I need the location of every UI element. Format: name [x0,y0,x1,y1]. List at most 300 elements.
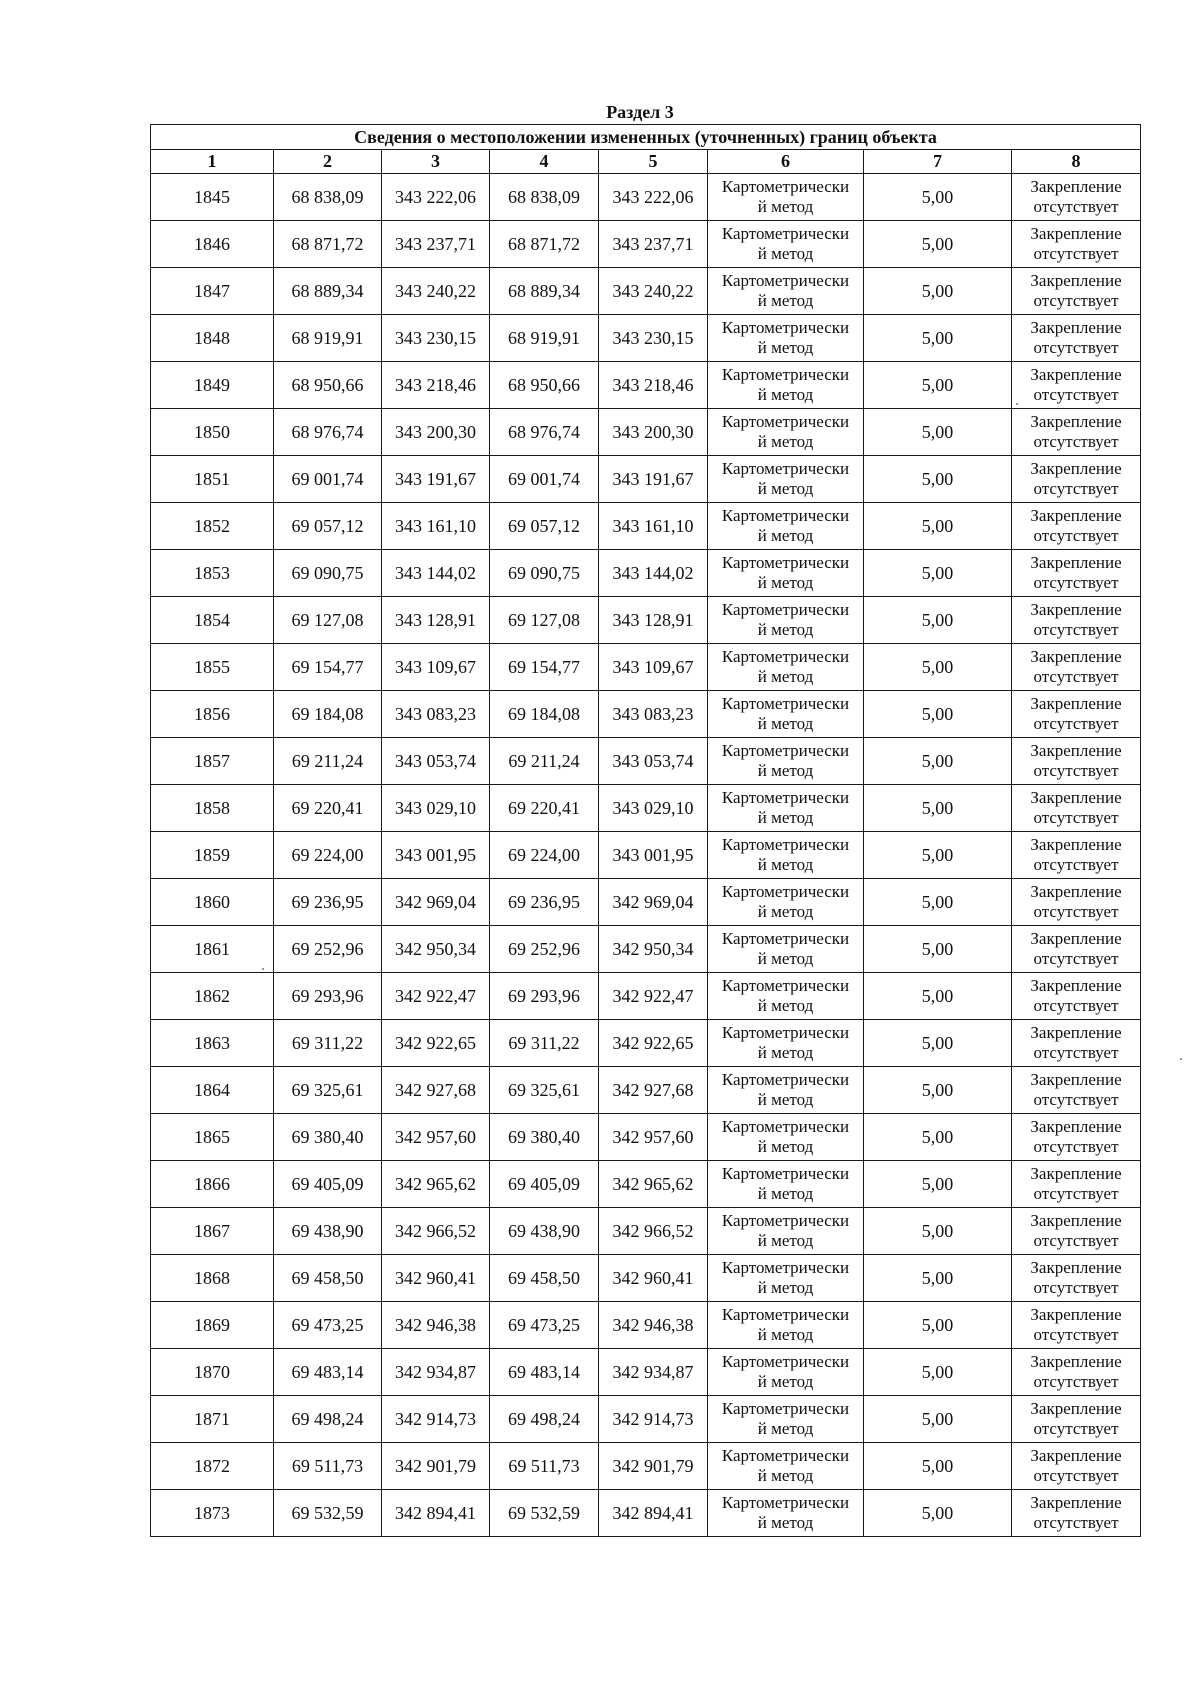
x-refined-cell: 68 871,72 [490,221,599,268]
table-row [151,597,1141,644]
table-row [151,1161,1141,1208]
accuracy-cell: 5,00 [864,362,1012,409]
table-row [151,174,1141,221]
method-line: й метод [757,1043,814,1062]
monument-cell [1012,1208,1141,1255]
monument-line: Закрепление [1030,271,1122,290]
point-number-cell: 1860 [151,879,274,926]
accuracy-cell: 5,00 [864,1114,1012,1161]
x-existing-cell: 68 838,09 [274,174,382,221]
table-row [151,268,1141,315]
x-refined-cell: 69 057,12 [490,503,599,550]
monument-line: Закрепление [1030,412,1122,431]
monument-line: отсутствует [1033,385,1119,404]
monument-line: Закрепление [1030,1258,1122,1277]
point-number-cell: 1870 [151,1349,274,1396]
monument-line: отсутствует [1033,338,1119,357]
method-cell [708,1396,864,1443]
table-row [151,409,1141,456]
column-header: 6 [708,150,864,174]
method-line: й метод [757,338,814,357]
y-refined-cell: 343 083,23 [599,691,708,738]
point-number-cell: 1852 [151,503,274,550]
x-existing-cell: 69 224,00 [274,832,382,879]
monument-line: Закрепление [1030,1211,1122,1230]
accuracy-cell: 5,00 [864,785,1012,832]
monument-line: Закрепление [1030,365,1122,384]
method-line: й метод [757,620,814,639]
method-line: Картометрически [721,1305,850,1324]
x-existing-cell: 68 976,74 [274,409,382,456]
monument-line: Закрепление [1030,1493,1122,1512]
method-cell [708,1349,864,1396]
method-line: й метод [757,526,814,545]
column-header-row [151,150,1141,174]
table-row [151,1349,1141,1396]
y-refined-cell: 342 950,34 [599,926,708,973]
y-refined-cell: 342 894,41 [599,1490,708,1537]
accuracy-cell: 5,00 [864,1396,1012,1443]
monument-line: Закрепление [1030,224,1122,243]
monument-line: отсутствует [1033,1325,1119,1344]
monument-line: Закрепление [1030,600,1122,619]
monument-cell [1012,1302,1141,1349]
point-number-cell: 1872 [151,1443,274,1490]
monument-line: отсутствует [1033,479,1119,498]
method-cell [708,268,864,315]
method-line: й метод [757,1090,814,1109]
point-number-cell: 1846 [151,221,274,268]
y-existing-cell: 343 230,15 [382,315,490,362]
monument-line: Закрепление [1030,1164,1122,1183]
y-refined-cell: 342 969,04 [599,879,708,926]
monument-line: Закрепление [1030,929,1122,948]
monument-line: Закрепление [1030,741,1122,760]
x-existing-cell: 69 154,77 [274,644,382,691]
method-line: Картометрически [721,506,850,525]
method-cell [708,409,864,456]
method-line: й метод [757,385,814,404]
monument-cell [1012,926,1141,973]
section-title: Раздел 3 [606,102,674,122]
method-cell [708,832,864,879]
y-existing-cell: 343 128,91 [382,597,490,644]
table-row [151,221,1141,268]
accuracy-cell: 5,00 [864,1302,1012,1349]
method-line: Картометрически [721,1211,850,1230]
x-refined-cell: 69 154,77 [490,644,599,691]
accuracy-cell: 5,00 [864,973,1012,1020]
y-existing-cell: 343 200,30 [382,409,490,456]
monument-line: отсутствует [1033,761,1119,780]
method-line: й метод [757,902,814,921]
monument-cell [1012,691,1141,738]
method-cell [708,597,864,644]
table-row [151,315,1141,362]
point-number-cell: 1868 [151,1255,274,1302]
method-line: й метод [757,244,814,263]
y-existing-cell: 342 966,52 [382,1208,490,1255]
y-existing-cell: 343 191,67 [382,456,490,503]
method-line: Картометрически [721,647,850,666]
x-existing-cell: 69 405,09 [274,1161,382,1208]
y-existing-cell: 342 922,47 [382,973,490,1020]
table-row [151,503,1141,550]
x-existing-cell: 69 236,95 [274,879,382,926]
y-existing-cell: 343 109,67 [382,644,490,691]
y-existing-cell: 343 001,95 [382,832,490,879]
method-line: Картометрически [721,835,850,854]
x-refined-cell: 69 498,24 [490,1396,599,1443]
table-row [151,550,1141,597]
point-number-cell: 1845 [151,174,274,221]
method-line: й метод [757,1278,814,1297]
method-line: Картометрически [721,694,850,713]
monument-cell [1012,1396,1141,1443]
column-header: 8 [1012,150,1141,174]
y-existing-cell: 343 237,71 [382,221,490,268]
x-existing-cell: 69 057,12 [274,503,382,550]
column-header: 3 [382,150,490,174]
method-line: й метод [757,573,814,592]
table-row [151,1302,1141,1349]
x-existing-cell: 69 211,24 [274,738,382,785]
x-existing-cell: 69 483,14 [274,1349,382,1396]
y-existing-cell: 342 969,04 [382,879,490,926]
method-cell [708,1067,864,1114]
x-refined-cell: 69 184,08 [490,691,599,738]
y-existing-cell: 342 927,68 [382,1067,490,1114]
monument-line: отсутствует [1033,573,1119,592]
method-line: й метод [757,1466,814,1485]
y-refined-cell: 343 191,67 [599,456,708,503]
monument-cell [1012,879,1141,926]
monument-line: Закрепление [1030,553,1122,572]
method-cell [708,926,864,973]
monument-line: отсутствует [1033,996,1119,1015]
monument-line: отсутствует [1033,949,1119,968]
point-number-cell: 1848 [151,315,274,362]
method-line: Картометрически [721,318,850,337]
x-existing-cell: 68 950,66 [274,362,382,409]
y-refined-cell: 342 957,60 [599,1114,708,1161]
x-existing-cell: 69 252,96 [274,926,382,973]
accuracy-cell: 5,00 [864,503,1012,550]
method-cell [708,456,864,503]
accuracy-cell: 5,00 [864,644,1012,691]
monument-cell [1012,785,1141,832]
monument-cell [1012,174,1141,221]
table-row [151,362,1141,409]
method-line: й метод [757,1325,814,1344]
accuracy-cell: 5,00 [864,221,1012,268]
table-caption: Сведения о местоположении измененных (уточненных) границ объекта [151,125,1141,150]
y-existing-cell: 343 029,10 [382,785,490,832]
monument-cell [1012,644,1141,691]
y-existing-cell: 343 161,10 [382,503,490,550]
y-existing-cell: 342 934,87 [382,1349,490,1396]
y-existing-cell: 343 144,02 [382,550,490,597]
accuracy-cell: 5,00 [864,550,1012,597]
y-existing-cell: 342 950,34 [382,926,490,973]
monument-line: отсутствует [1033,432,1119,451]
x-existing-cell: 69 380,40 [274,1114,382,1161]
monument-line: отсутствует [1033,1184,1119,1203]
monument-line: отсутствует [1033,808,1119,827]
method-cell [708,1020,864,1067]
x-existing-cell: 69 498,24 [274,1396,382,1443]
point-number-cell: 1854 [151,597,274,644]
point-number-cell: 1873 [151,1490,274,1537]
method-line: Картометрически [721,788,850,807]
x-existing-cell: 69 220,41 [274,785,382,832]
table-row [151,644,1141,691]
y-refined-cell: 343 053,74 [599,738,708,785]
monument-line: отсутствует [1033,1419,1119,1438]
y-refined-cell: 342 927,68 [599,1067,708,1114]
x-existing-cell: 69 090,75 [274,550,382,597]
method-line: й метод [757,949,814,968]
point-number-cell: 1855 [151,644,274,691]
method-line: Картометрически [721,224,850,243]
table-row [151,973,1141,1020]
boundary-coordinates-table [150,124,1141,1537]
x-refined-cell: 69 293,96 [490,973,599,1020]
accuracy-cell: 5,00 [864,691,1012,738]
table-row [151,926,1141,973]
monument-line: Закрепление [1030,506,1122,525]
x-refined-cell: 69 438,90 [490,1208,599,1255]
method-line: й метод [757,1419,814,1438]
y-existing-cell: 342 946,38 [382,1302,490,1349]
monument-cell [1012,1255,1141,1302]
x-existing-cell: 69 311,22 [274,1020,382,1067]
monument-line: Закрепление [1030,1305,1122,1324]
table-row [151,1067,1141,1114]
y-refined-cell: 343 161,10 [599,503,708,550]
method-cell [708,315,864,362]
monument-line: Закрепление [1030,788,1122,807]
accuracy-cell: 5,00 [864,926,1012,973]
method-line: Картометрически [721,1258,850,1277]
monument-line: отсутствует [1033,197,1119,216]
x-refined-cell: 69 483,14 [490,1349,599,1396]
monument-line: отсутствует [1033,1137,1119,1156]
method-cell [708,1443,864,1490]
accuracy-cell: 5,00 [864,1443,1012,1490]
x-refined-cell: 68 950,66 [490,362,599,409]
accuracy-cell: 5,00 [864,315,1012,362]
y-refined-cell: 343 240,22 [599,268,708,315]
method-line: й метод [757,432,814,451]
monument-line: Закрепление [1030,1023,1122,1042]
monument-line: отсутствует [1033,1513,1119,1532]
method-line: Картометрически [721,1164,850,1183]
x-existing-cell: 69 532,59 [274,1490,382,1537]
table-row [151,785,1141,832]
monument-line: отсутствует [1033,1278,1119,1297]
monument-cell [1012,832,1141,879]
y-existing-cell: 343 240,22 [382,268,490,315]
monument-line: отсутствует [1033,902,1119,921]
monument-cell [1012,1349,1141,1396]
monument-line: отсутствует [1033,291,1119,310]
method-line: й метод [757,197,814,216]
method-cell [708,1490,864,1537]
method-cell [708,221,864,268]
method-cell [708,503,864,550]
x-refined-cell: 69 325,61 [490,1067,599,1114]
table-row [151,1114,1141,1161]
monument-cell [1012,1020,1141,1067]
x-refined-cell: 69 252,96 [490,926,599,973]
accuracy-cell: 5,00 [864,268,1012,315]
monument-cell [1012,1067,1141,1114]
x-refined-cell: 69 380,40 [490,1114,599,1161]
x-refined-cell: 69 001,74 [490,456,599,503]
y-existing-cell: 342 965,62 [382,1161,490,1208]
point-number-cell: 1862 [151,973,274,1020]
monument-line: отсутствует [1033,855,1119,874]
method-line: Картометрически [721,365,850,384]
method-cell [708,362,864,409]
monument-line: отсутствует [1033,1466,1119,1485]
point-number-cell: 1865 [151,1114,274,1161]
x-existing-cell: 69 473,25 [274,1302,382,1349]
table-body [151,125,1141,1537]
monument-line: Закрепление [1030,177,1122,196]
table-row [151,1490,1141,1537]
monument-line: отсутствует [1033,526,1119,545]
column-header: 2 [274,150,382,174]
y-refined-cell: 343 237,71 [599,221,708,268]
accuracy-cell: 5,00 [864,879,1012,926]
x-existing-cell: 68 871,72 [274,221,382,268]
y-refined-cell: 343 128,91 [599,597,708,644]
column-header: 4 [490,150,599,174]
monument-line: отсутствует [1033,620,1119,639]
method-line: Картометрически [721,271,850,290]
method-line: Картометрически [721,741,850,760]
scan-speck [1180,1058,1182,1060]
y-existing-cell: 343 218,46 [382,362,490,409]
x-existing-cell: 69 511,73 [274,1443,382,1490]
monument-line: отсутствует [1033,1231,1119,1250]
x-refined-cell: 69 090,75 [490,550,599,597]
x-refined-cell: 68 889,34 [490,268,599,315]
column-header: 5 [599,150,708,174]
accuracy-cell: 5,00 [864,409,1012,456]
method-line: й метод [757,808,814,827]
y-refined-cell: 343 109,67 [599,644,708,691]
monument-cell [1012,738,1141,785]
monument-cell [1012,315,1141,362]
monument-line: Закрепление [1030,459,1122,478]
method-cell [708,550,864,597]
x-refined-cell: 69 405,09 [490,1161,599,1208]
accuracy-cell: 5,00 [864,1208,1012,1255]
method-line: Картометрически [721,1446,850,1465]
method-cell [708,1114,864,1161]
point-number-cell: 1853 [151,550,274,597]
monument-line: отсутствует [1033,714,1119,733]
method-line: й метод [757,479,814,498]
method-line: й метод [757,714,814,733]
accuracy-cell: 5,00 [864,456,1012,503]
monument-cell [1012,550,1141,597]
point-number-cell: 1849 [151,362,274,409]
monument-cell [1012,221,1141,268]
method-line: Картометрически [721,177,850,196]
method-cell [708,785,864,832]
point-number-cell: 1851 [151,456,274,503]
method-cell [708,174,864,221]
method-line: Картометрически [721,553,850,572]
monument-cell [1012,456,1141,503]
y-existing-cell: 343 222,06 [382,174,490,221]
y-existing-cell: 342 957,60 [382,1114,490,1161]
monument-cell [1012,973,1141,1020]
y-refined-cell: 342 965,62 [599,1161,708,1208]
accuracy-cell: 5,00 [864,1067,1012,1114]
y-existing-cell: 342 914,73 [382,1396,490,1443]
method-line: Картометрически [721,1352,850,1371]
y-existing-cell: 342 894,41 [382,1490,490,1537]
method-line: Картометрически [721,459,850,478]
y-existing-cell: 343 083,23 [382,691,490,738]
monument-cell [1012,409,1141,456]
x-existing-cell: 69 293,96 [274,973,382,1020]
y-refined-cell: 342 946,38 [599,1302,708,1349]
point-number-cell: 1866 [151,1161,274,1208]
monument-line: Закрепление [1030,694,1122,713]
accuracy-cell: 5,00 [864,1349,1012,1396]
scan-speck [262,968,264,970]
table-caption-row [151,125,1141,150]
y-refined-cell: 342 922,65 [599,1020,708,1067]
monument-line: отсутствует [1033,1090,1119,1109]
method-line: Картометрически [721,412,850,431]
point-number-cell: 1867 [151,1208,274,1255]
accuracy-cell: 5,00 [864,1020,1012,1067]
monument-cell [1012,597,1141,644]
x-existing-cell: 69 325,61 [274,1067,382,1114]
monument-cell [1012,1443,1141,1490]
method-line: й метод [757,1184,814,1203]
method-cell [708,879,864,926]
x-refined-cell: 69 458,50 [490,1255,599,1302]
table-row [151,832,1141,879]
monument-line: отсутствует [1033,1043,1119,1062]
method-cell [708,973,864,1020]
method-cell [708,738,864,785]
method-line: Картометрически [721,1117,850,1136]
y-refined-cell: 343 230,15 [599,315,708,362]
table-row [151,1208,1141,1255]
y-refined-cell: 343 144,02 [599,550,708,597]
accuracy-cell: 5,00 [864,832,1012,879]
table-row [151,738,1141,785]
method-line: й метод [757,1137,814,1156]
x-refined-cell: 68 838,09 [490,174,599,221]
method-line: й метод [757,1372,814,1391]
y-refined-cell: 342 901,79 [599,1443,708,1490]
column-header: 7 [864,150,1012,174]
method-line: й метод [757,1231,814,1250]
x-refined-cell: 69 224,00 [490,832,599,879]
y-refined-cell: 342 960,41 [599,1255,708,1302]
method-line: й метод [757,667,814,686]
